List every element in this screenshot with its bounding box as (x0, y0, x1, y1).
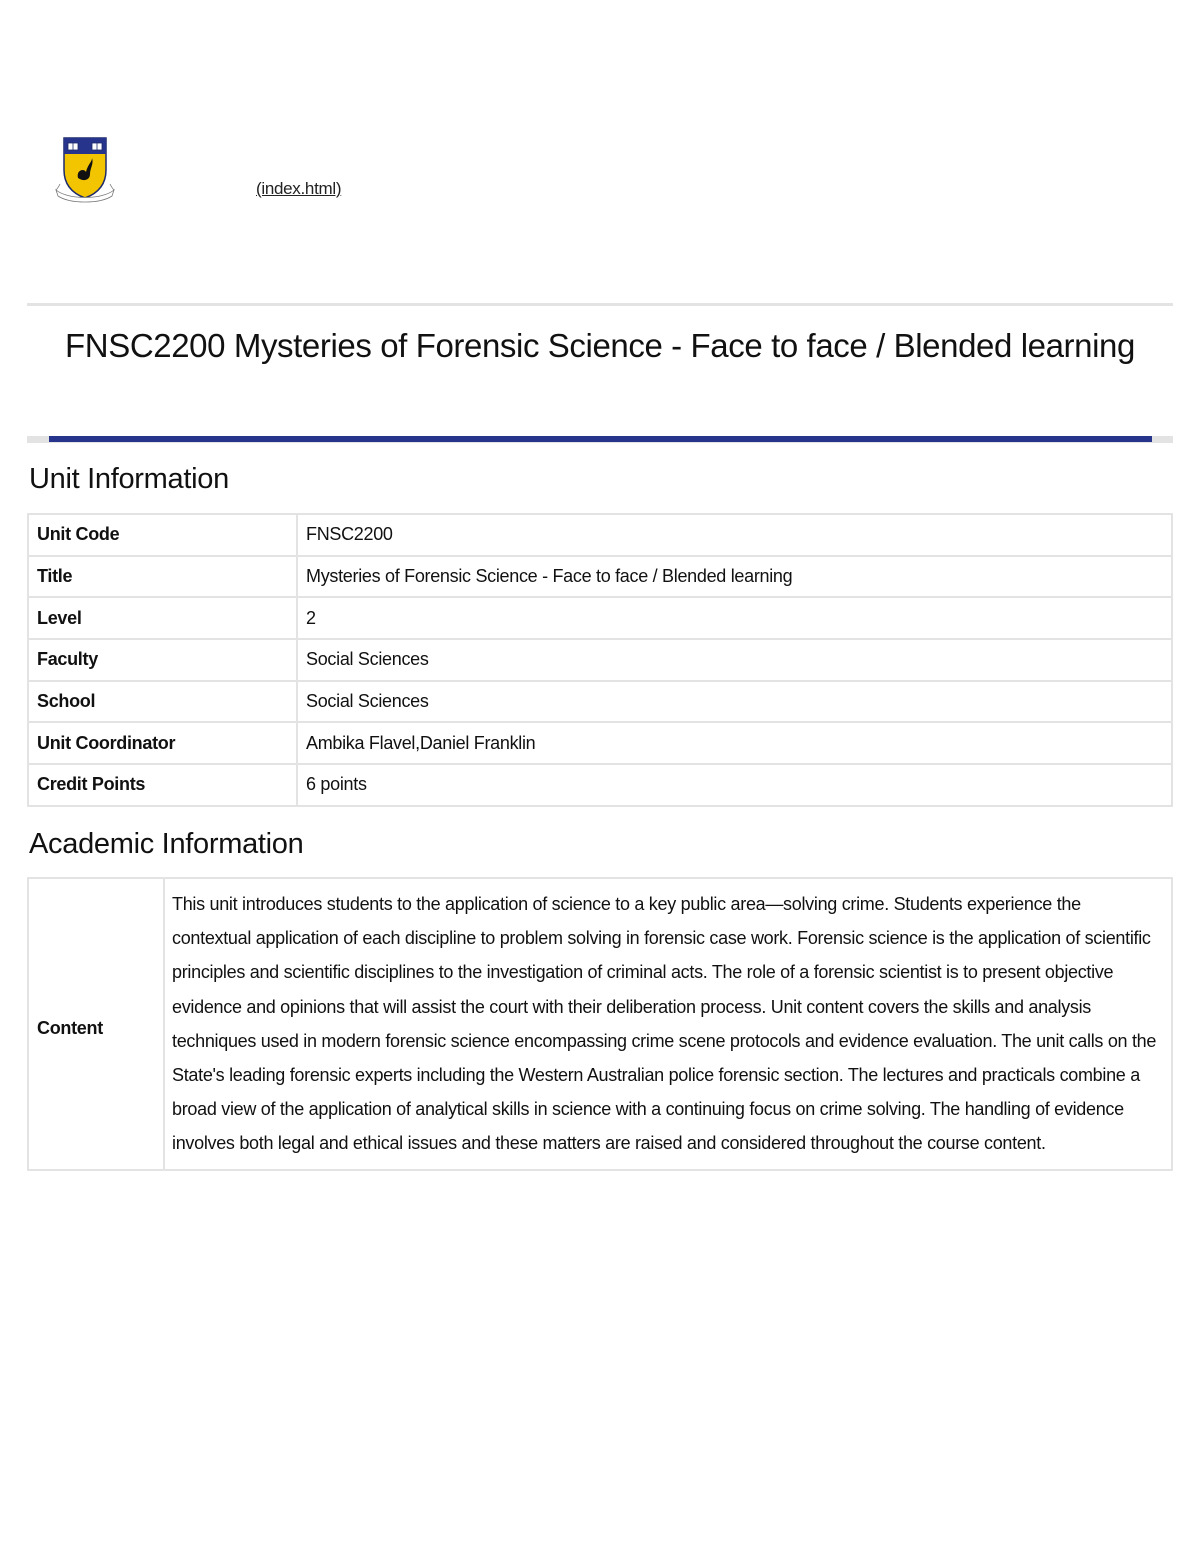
university-crest-logo[interactable] (54, 134, 116, 204)
row-label: Level (28, 597, 297, 639)
unit-information-heading: Unit Information (29, 463, 229, 495)
row-value: Ambika Flavel,Daniel Franklin (297, 722, 1172, 764)
row-label: Unit Coordinator (28, 722, 297, 764)
title-underline-accent (49, 436, 1152, 442)
site-header (0, 0, 1200, 300)
row-label: Credit Points (28, 764, 297, 806)
unit-information-table (27, 513, 1173, 807)
row-label: Title (28, 556, 297, 598)
academic-information-heading: Academic Information (29, 828, 304, 860)
row-value: Mysteries of Forensic Science - Face to face / Blended learning (297, 556, 1172, 598)
row-value: FNSC2200 (297, 514, 1172, 556)
header-divider (27, 303, 1173, 306)
table-row (28, 514, 1172, 556)
table-row (28, 597, 1172, 639)
row-value: 2 (297, 597, 1172, 639)
table-row (28, 878, 1172, 1170)
content-description: This unit introduces students to the application of science to a key public area—solving crime. Students experience the contextual application of each discipline to problem solving in forensic case work. Forensic science is the application of scientific principles and scientific disciplines to the investigation of criminal acts. The role of a forensic scientist is to present objective evidence and opinions that will assist the court with their deliberation process. Unit content covers the skills and analysis techniques used in modern forensic science encompassing crime scene protocols and evidence evaluation. The unit calls on the State's leading forensic experts including the Western Australian police forensic section. The lectures and practicals combine a broad view of the application of analytical skills in science with a continuing focus on crime solving. The handling of evidence involves both legal and ethical issues and these matters are raised and considered throughout the course content. (164, 878, 1172, 1170)
row-label: Faculty (28, 639, 297, 681)
table-row (28, 639, 1172, 681)
crest-icon (54, 134, 116, 204)
row-label: School (28, 681, 297, 723)
home-link[interactable]: (index.html) (256, 179, 342, 198)
row-label: Unit Code (28, 514, 297, 556)
table-row (28, 556, 1172, 598)
academic-information-table (27, 877, 1173, 1171)
table-row (28, 722, 1172, 764)
row-label: Content (28, 878, 164, 1170)
table-row (28, 764, 1172, 806)
row-value: Social Sciences (297, 681, 1172, 723)
page-title: FNSC2200 Mysteries of Forensic Science - Face to face / Blended learning (65, 327, 1135, 364)
row-value: Social Sciences (297, 639, 1172, 681)
table-row (28, 681, 1172, 723)
row-value: 6 points (297, 764, 1172, 806)
